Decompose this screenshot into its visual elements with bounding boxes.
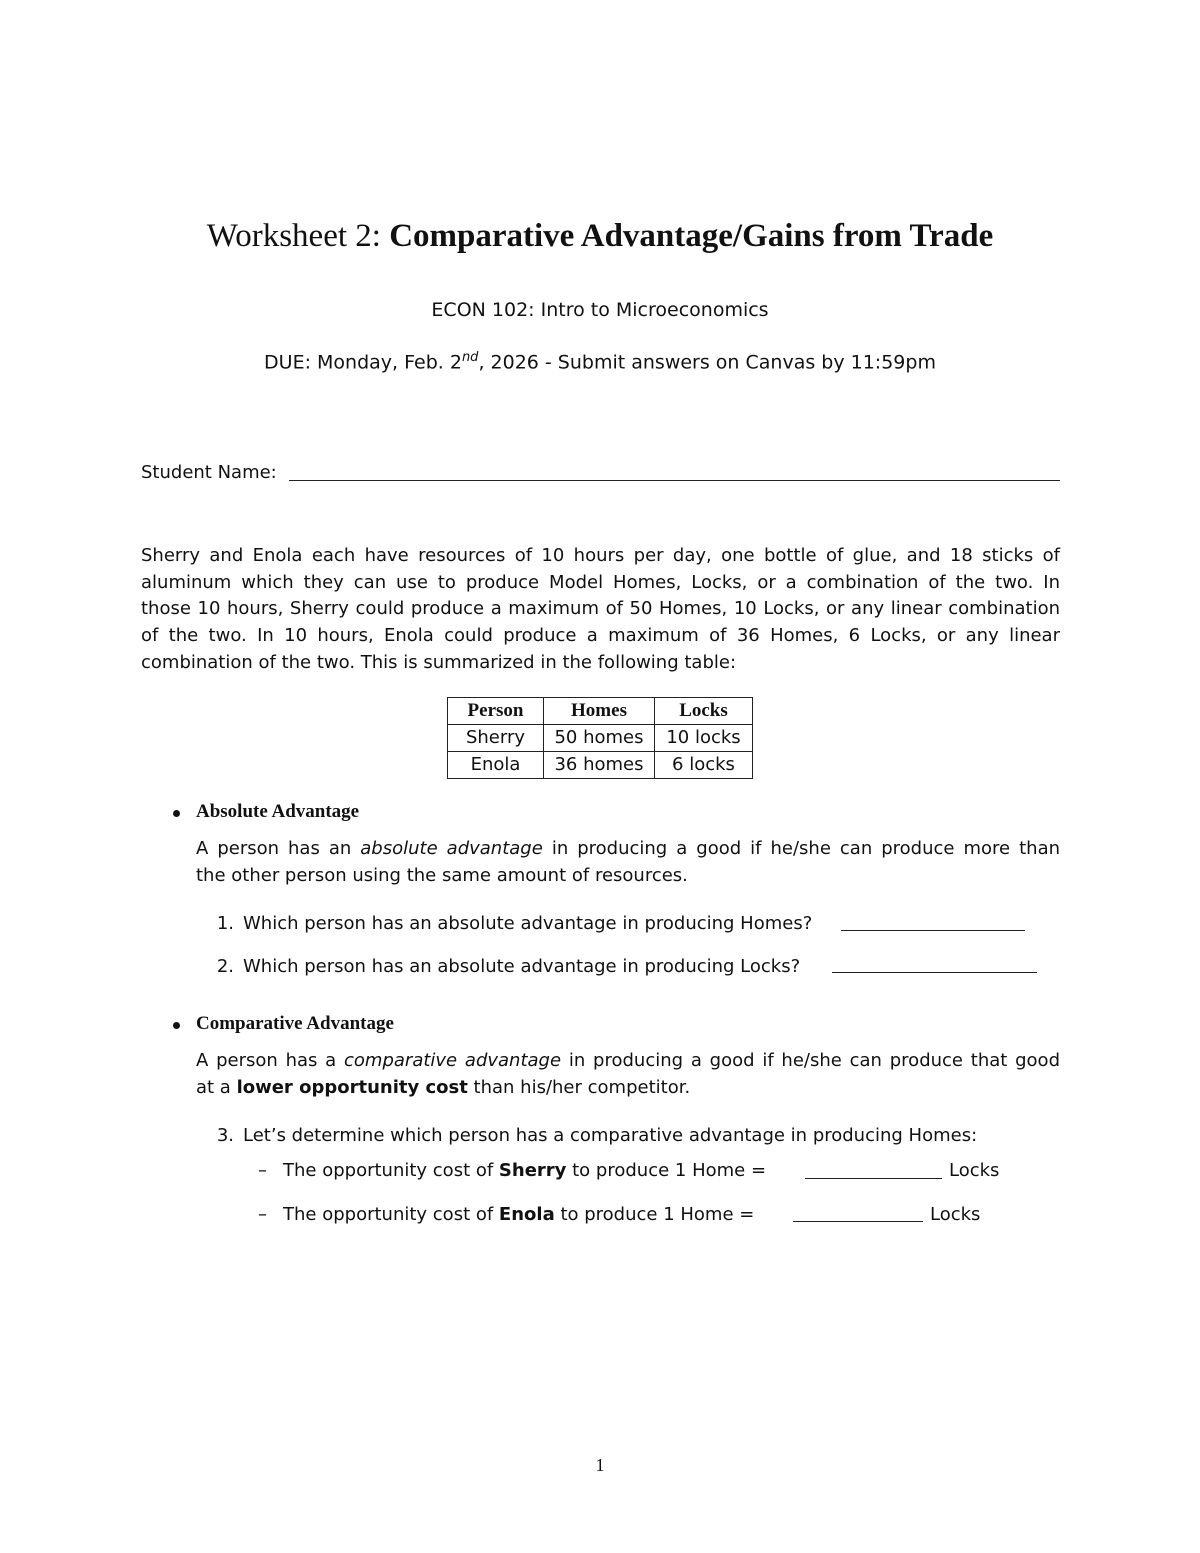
- definition-text: than his/her competitor.: [467, 1076, 691, 1098]
- dash-marker: –: [258, 1204, 267, 1225]
- table-header-cell: Locks: [655, 698, 753, 725]
- definition-text: in producing a good if he/she can produce more than: [542, 838, 1061, 859]
- question-text: Let’s determine which person has a comparative advantage in producing Homes:: [243, 1125, 978, 1146]
- due-date-line: [0, 350, 1200, 373]
- intro-line: aluminum which they can use to produce Model Homes, Locks, or a combination of the two. In: [141, 571, 1060, 593]
- comparative-definition: [196, 1048, 1060, 1101]
- due-superscript: nd: [461, 350, 479, 365]
- table-cell: 36 homes: [544, 752, 655, 779]
- table-cell: 6 locks: [655, 752, 753, 779]
- intro-line: combination of the two. This is summarized in the following table:: [141, 651, 737, 673]
- section-title-absolute: Absolute Advantage: [196, 801, 360, 822]
- subitem-person: Sherry: [498, 1160, 567, 1181]
- subitem-text: [283, 1204, 754, 1225]
- answer-blank-sherry[interactable]: [805, 1178, 942, 1179]
- dash-marker: –: [258, 1160, 267, 1181]
- table-cell: Sherry: [448, 725, 544, 752]
- subitem-post: to produce 1 Home =: [566, 1160, 767, 1181]
- definition-text: in producing a good if he/she can produce that good: [561, 1050, 1060, 1071]
- table-cell: Enola: [448, 752, 544, 779]
- definition-line: [196, 1048, 1060, 1075]
- question-text: Which person has an absolute advantage in producing Homes?: [243, 913, 813, 934]
- question-text: Which person has an absolute advantage in producing Locks?: [243, 956, 801, 977]
- due-label: DUE:: [264, 351, 311, 374]
- unit-label: Locks: [949, 1160, 1000, 1181]
- subitem-post: to produce 1 Home =: [554, 1204, 755, 1225]
- definition-line: [196, 1075, 1060, 1102]
- definition-term: comparative advantage: [344, 1050, 562, 1071]
- subitem-person: Enola: [498, 1204, 555, 1225]
- table-header-row: [448, 698, 753, 725]
- table-header-cell: Homes: [544, 698, 655, 725]
- definition-line: [196, 836, 1060, 863]
- definition-line: the other person using the same amount of resources.: [196, 864, 688, 886]
- bullet-icon: [173, 1022, 180, 1029]
- subitem-text: [283, 1160, 766, 1181]
- table-row: [448, 752, 753, 779]
- question-number: 1.: [216, 913, 234, 934]
- intro-paragraph: [141, 543, 1060, 677]
- answer-blank-q2[interactable]: [832, 972, 1037, 973]
- worksheet-title: [0, 218, 1200, 255]
- due-text-b: , 2026 - Submit answers on Canvas by 11:59pm: [478, 351, 936, 374]
- definition-term: absolute advantage: [360, 838, 543, 859]
- table-cell: 10 locks: [655, 725, 753, 752]
- subitem-pre: The opportunity cost of: [283, 1204, 499, 1225]
- answer-blank-enola[interactable]: [793, 1221, 923, 1222]
- question-number: 2.: [216, 956, 234, 977]
- title-main: Comparative Advantage/Gains from Trade: [389, 218, 994, 254]
- definition-text: A person has an: [196, 838, 361, 859]
- definition-text: at a: [196, 1076, 237, 1098]
- production-table: [447, 697, 753, 779]
- intro-line: Sherry and Enola each have resources of 10 hours per day, one bottle of glue, and 18 sticks of: [141, 545, 1060, 566]
- table-header-cell: Person: [448, 698, 544, 725]
- page-number: 1: [595, 1455, 605, 1475]
- student-name-blank[interactable]: [289, 480, 1060, 481]
- subitem-pre: The opportunity cost of: [283, 1160, 499, 1181]
- definition-emphasis: lower opportunity cost: [236, 1076, 468, 1098]
- table-cell: 50 homes: [544, 725, 655, 752]
- bullet-icon: [173, 810, 180, 817]
- due-text-a: Monday, Feb. 2: [317, 351, 462, 374]
- absolute-definition: [196, 836, 1060, 889]
- unit-label: Locks: [930, 1204, 981, 1225]
- course-name: ECON 102: Intro to Microeconomics: [431, 299, 769, 321]
- question-number: 3.: [216, 1125, 234, 1146]
- intro-line: those 10 hours, Sherry could produce a maximum of 50 Homes, 10 Locks, or any linear combination: [141, 598, 1060, 620]
- title-prefix: Worksheet 2:: [206, 218, 381, 254]
- table-row: [448, 725, 753, 752]
- section-title-comparative: Comparative Advantage: [196, 1013, 394, 1034]
- student-name-label: Student Name:: [141, 462, 277, 483]
- answer-blank-q1[interactable]: [841, 930, 1025, 931]
- definition-text: A person has a: [196, 1050, 345, 1071]
- intro-line: of the two. In 10 hours, Enola could produce a maximum of 36 Homes, 6 Locks, or any linear: [141, 625, 1060, 647]
